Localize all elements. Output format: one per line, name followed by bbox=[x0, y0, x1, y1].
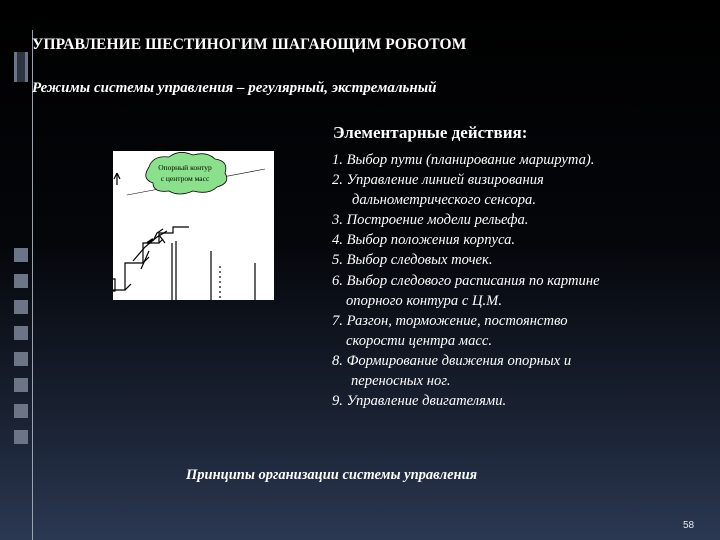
decor-square bbox=[14, 378, 28, 392]
list-item bbox=[332, 210, 702, 230]
decor-square bbox=[14, 430, 28, 444]
section-heading: Элементарные действия: bbox=[333, 123, 528, 142]
decor-square bbox=[14, 326, 28, 340]
item-text: Формирование движения опорных и bbox=[346, 352, 572, 369]
list-item bbox=[332, 250, 702, 270]
robot-terrain-figure bbox=[113, 151, 274, 300]
item-text: Управление двигателями. bbox=[346, 393, 507, 410]
list-item bbox=[332, 351, 702, 391]
item-number: 2. bbox=[332, 172, 343, 189]
item-text: Разгон, торможение, постоянство bbox=[346, 312, 568, 329]
robot-terrain-drawing bbox=[113, 151, 274, 300]
item-text: Построение модели рельефа. bbox=[346, 212, 529, 229]
list-item bbox=[332, 170, 702, 210]
slide-subtitle: Режимы системы управления – регулярный, экстремальный bbox=[32, 80, 437, 96]
list-item bbox=[332, 230, 702, 250]
decor-square bbox=[14, 248, 28, 262]
decor-square bbox=[14, 274, 28, 288]
slide-title: УПРАВЛЕНИЕ ШЕСТИНОГИМ ШАГАЮЩИМ РОБОТОМ bbox=[32, 36, 467, 53]
page-number: 58 bbox=[683, 520, 695, 531]
item-number: 5. bbox=[332, 252, 343, 269]
item-number: 3. bbox=[332, 212, 343, 229]
item-number: 9. bbox=[332, 393, 343, 410]
item-text-continued: опорного контура с Ц.М. bbox=[346, 292, 502, 309]
principles-link[interactable]: Принципы организации системы управления bbox=[186, 467, 478, 483]
item-text: Выбор пути (планирование маршрута). bbox=[346, 152, 595, 168]
item-number: 8. bbox=[332, 352, 343, 369]
decor-square-inner bbox=[17, 52, 25, 82]
decor-square bbox=[14, 404, 28, 418]
item-number: 6. bbox=[332, 272, 343, 289]
item-text: Выбор следового расписания по картине bbox=[346, 272, 600, 289]
item-number: 1. bbox=[332, 152, 343, 168]
callout-cloud-text: с центром масс bbox=[160, 174, 210, 183]
item-text-continued: скорости центра масс. bbox=[346, 332, 492, 349]
list-item bbox=[332, 150, 702, 170]
left-divider-line bbox=[32, 30, 33, 540]
elementary-actions-list bbox=[332, 150, 702, 411]
decor-square bbox=[14, 300, 28, 314]
item-text-continued: переносных ног. bbox=[351, 373, 451, 390]
item-text: Управление линией визирования bbox=[346, 172, 544, 189]
item-text: Выбор следовых точек. bbox=[346, 252, 493, 269]
callout-cloud-text: Опорный контур bbox=[158, 163, 212, 172]
item-text: Выбор положения корпуса. bbox=[346, 232, 516, 249]
list-item bbox=[332, 311, 702, 351]
item-number: 4. bbox=[332, 232, 343, 249]
decor-square bbox=[14, 352, 28, 366]
item-number: 7. bbox=[332, 312, 343, 329]
list-item bbox=[332, 391, 702, 411]
item-text-continued: дальнометрического сенсора. bbox=[352, 192, 536, 209]
list-item bbox=[332, 271, 702, 311]
